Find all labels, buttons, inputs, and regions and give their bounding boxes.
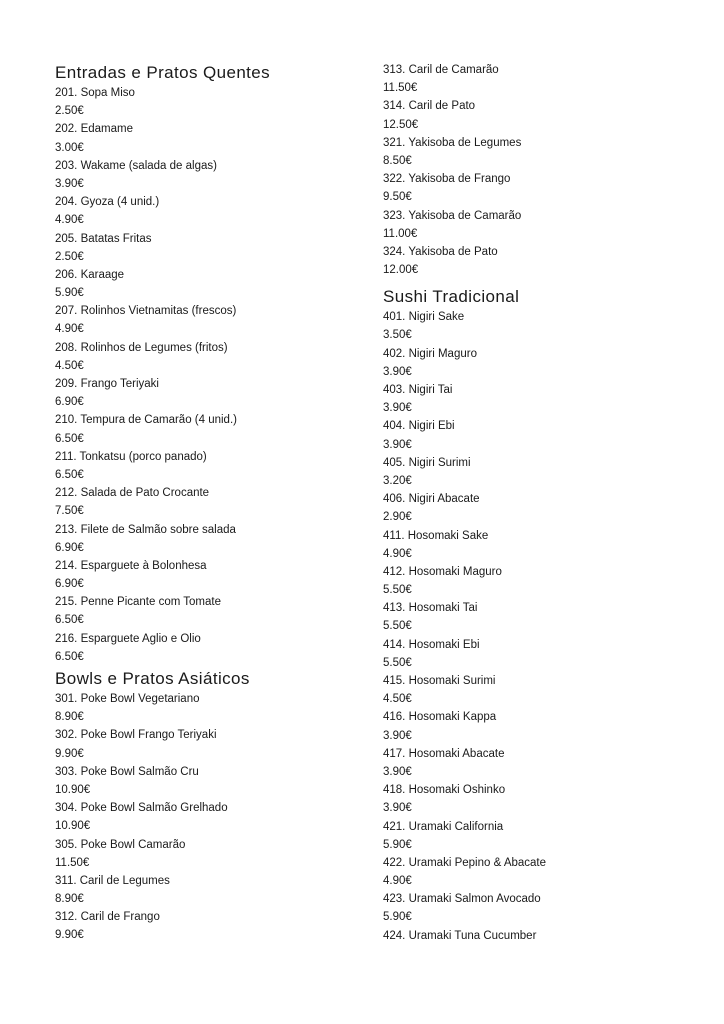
item-name: 414. Hosomaki Ebi [383, 638, 480, 651]
menu-item [55, 521, 355, 557]
item-price: 10.90€ [55, 820, 91, 833]
column-top-spacer [383, 0, 683, 61]
item-price: 11.50€ [55, 856, 90, 869]
item-name: 322. Yakisoba de Frango [383, 173, 511, 186]
item-price: 6.90€ [55, 541, 84, 554]
section-spacer [383, 279, 683, 286]
item-price: 9.90€ [55, 929, 84, 942]
item-price: 9.90€ [55, 747, 84, 760]
item-price: 4.90€ [55, 323, 84, 336]
item-price: 10.90€ [55, 783, 91, 796]
menu-item [55, 193, 355, 229]
item-price: 3.90€ [383, 765, 412, 778]
menu-item [383, 781, 683, 817]
item-price: 8.50€ [383, 154, 412, 167]
item-name: 314. Caril de Pato [383, 100, 476, 113]
item-price: 3.90€ [383, 438, 412, 451]
item-price: 5.50€ [383, 584, 412, 597]
menu-item [383, 527, 683, 563]
item-price: 6.50€ [55, 468, 84, 481]
menu-section [55, 668, 355, 945]
item-price: 5.90€ [383, 838, 412, 851]
item-name: 411. Hosomaki Sake [383, 529, 489, 542]
item-name: 203. Wakame (salada de algas) [55, 159, 217, 172]
menu-item [55, 557, 355, 593]
item-name: 213. Filete de Salmão sobre salada [55, 523, 236, 536]
item-name: 204. Gyoza (4 unid.) [55, 196, 160, 209]
item-name: 416. Hosomaki Kappa [383, 711, 497, 724]
item-name: 214. Esparguete à Bolonhesa [55, 559, 207, 572]
menu-section [383, 286, 683, 945]
menu-item [55, 411, 355, 447]
menu-item [383, 599, 683, 635]
menu-item [383, 134, 683, 170]
item-name: 305. Poke Bowl Camarão [55, 838, 186, 851]
item-price: 7.50€ [55, 505, 84, 518]
menu-item [55, 266, 355, 302]
item-name: 421. Uramaki California [383, 820, 504, 833]
menu-item [55, 84, 355, 120]
menu-item [383, 563, 683, 599]
item-name: 215. Penne Picante com Tomate [55, 596, 222, 609]
item-price: 12.50€ [383, 118, 419, 131]
item-price: 3.50€ [383, 329, 412, 342]
item-name: 311. Caril de Legumes [55, 874, 170, 887]
menu-item [383, 207, 683, 243]
item-price: 8.90€ [55, 711, 84, 724]
item-name: 422. Uramaki Pepino & Abacate [383, 856, 547, 869]
item-name: 417. Hosomaki Abacate [383, 747, 505, 760]
item-name: 402. Nigiri Maguro [383, 347, 477, 360]
item-name: 401. Nigiri Sake [383, 311, 465, 324]
item-name: 209. Frango Teriyaki [55, 378, 159, 390]
menu-item [383, 61, 683, 97]
item-name: 302. Poke Bowl Frango Teriyaki [55, 729, 217, 742]
item-name: 216. Esparguete Aglio e Olio [55, 632, 201, 645]
menu-item [383, 170, 683, 206]
item-name: 415. Hosomaki Surimi [383, 675, 496, 687]
item-price: 5.90€ [383, 911, 412, 924]
item-price: 2.90€ [383, 511, 412, 524]
section-title: Bowls e Pratos Asiáticos [55, 669, 250, 688]
item-price: 3.90€ [383, 365, 412, 378]
item-price: 6.50€ [55, 614, 84, 627]
item-price: 4.90€ [383, 547, 412, 560]
menu-item [55, 339, 355, 375]
item-price: 12.00€ [383, 264, 419, 277]
item-name: 206. Karaage [55, 268, 125, 281]
item-price: 4.50€ [383, 693, 412, 706]
item-name: 205. Batatas Fritas [55, 232, 152, 245]
item-price: 3.90€ [383, 729, 412, 742]
menu-item [55, 230, 355, 266]
menu-item [383, 890, 683, 926]
item-name: 413. Hosomaki Tai [383, 602, 478, 615]
item-name: 304. Poke Bowl Salmão Grelhado [55, 802, 228, 815]
menu-section-continued [383, 61, 683, 279]
item-price: 6.90€ [55, 578, 84, 591]
menu-item [383, 854, 683, 890]
menu-item [383, 636, 683, 672]
menu-item [383, 97, 683, 133]
item-name: 301. Poke Bowl Vegetariano [55, 693, 200, 705]
item-name: 201. Sopa Miso [55, 87, 135, 99]
menu-item [383, 308, 683, 344]
menu-item [383, 345, 683, 381]
item-name: 202. Edamame [55, 123, 133, 136]
item-price: 3.90€ [55, 177, 84, 190]
item-name: 324. Yakisoba de Pato [383, 245, 498, 258]
menu-item [383, 927, 683, 945]
item-name: 418. Hosomaki Oshinko [383, 784, 506, 797]
menu-item [55, 448, 355, 484]
menu-item [55, 763, 355, 799]
item-price: 5.90€ [55, 287, 84, 300]
item-name: 210. Tempura de Camarão (4 unid.) [55, 414, 237, 427]
menu-item [383, 417, 683, 453]
item-price: 11.50€ [383, 82, 418, 95]
section-title: Entradas e Pratos Quentes [55, 63, 271, 82]
menu-item [55, 872, 355, 908]
item-name: 303. Poke Bowl Salmão Cru [55, 765, 199, 778]
menu-item [383, 243, 683, 279]
column-top-spacer [55, 0, 355, 62]
item-price: 3.90€ [383, 802, 412, 815]
item-name: 312. Caril de Frango [55, 911, 160, 924]
item-price: 6.50€ [55, 650, 84, 663]
menu-item [55, 375, 355, 411]
item-name: 403. Nigiri Tai [383, 384, 453, 396]
menu-item [383, 745, 683, 781]
item-name: 208. Rolinhos de Legumes (fritos) [55, 341, 228, 354]
item-name: 406. Nigiri Abacate [383, 493, 480, 506]
menu-column-left [55, 0, 355, 945]
menu-item [55, 726, 355, 762]
item-price: 8.90€ [55, 893, 84, 906]
item-price: 5.50€ [383, 656, 412, 669]
item-price: 5.50€ [383, 620, 412, 633]
item-name: 321. Yakisoba de Legumes [383, 136, 522, 149]
menu-item [383, 381, 683, 417]
item-name: 424. Uramaki Tuna Cucumber [383, 929, 537, 942]
menu-section [55, 62, 355, 666]
item-price: 6.50€ [55, 432, 84, 445]
menu-item [383, 490, 683, 526]
item-name: 313. Caril de Camarão [383, 64, 499, 76]
item-name: 211. Tonkatsu (porco panado) [55, 450, 207, 463]
item-name: 423. Uramaki Salmon Avocado [383, 893, 541, 906]
item-name: 323. Yakisoba de Camarão [383, 209, 522, 222]
menu-item [55, 690, 355, 726]
section-title: Sushi Tradicional [383, 287, 520, 307]
item-price: 4.90€ [383, 875, 412, 888]
menu-item [55, 302, 355, 338]
menu-item [55, 630, 355, 666]
item-name: 405. Nigiri Surimi [383, 456, 471, 469]
item-price: 2.50€ [55, 250, 84, 263]
menu-item [383, 672, 683, 708]
item-name: 404. Nigiri Ebi [383, 420, 455, 433]
item-name: 207. Rolinhos Vietnamitas (frescos) [55, 305, 237, 318]
item-price: 6.90€ [55, 396, 84, 409]
item-price: 3.20€ [383, 474, 412, 487]
menu-item [383, 818, 683, 854]
item-price: 2.50€ [55, 105, 84, 118]
item-name: 412. Hosomaki Maguro [383, 565, 502, 578]
menu-column-right [383, 0, 683, 945]
menu-item [55, 120, 355, 156]
item-name: 212. Salada de Pato Crocante [55, 487, 210, 500]
item-price: 4.90€ [55, 214, 84, 227]
item-price: 9.50€ [383, 191, 412, 204]
item-price: 4.50€ [55, 359, 84, 372]
menu-item [55, 836, 355, 872]
menu-item [55, 157, 355, 193]
menu-item [55, 908, 355, 944]
menu-item [383, 708, 683, 744]
item-price: 11.00€ [383, 227, 418, 240]
item-price: 3.90€ [383, 402, 412, 415]
menu-item [383, 454, 683, 490]
menu-item [55, 593, 355, 629]
item-price: 3.00€ [55, 141, 84, 154]
menu-item [55, 799, 355, 835]
menu-item [55, 484, 355, 520]
